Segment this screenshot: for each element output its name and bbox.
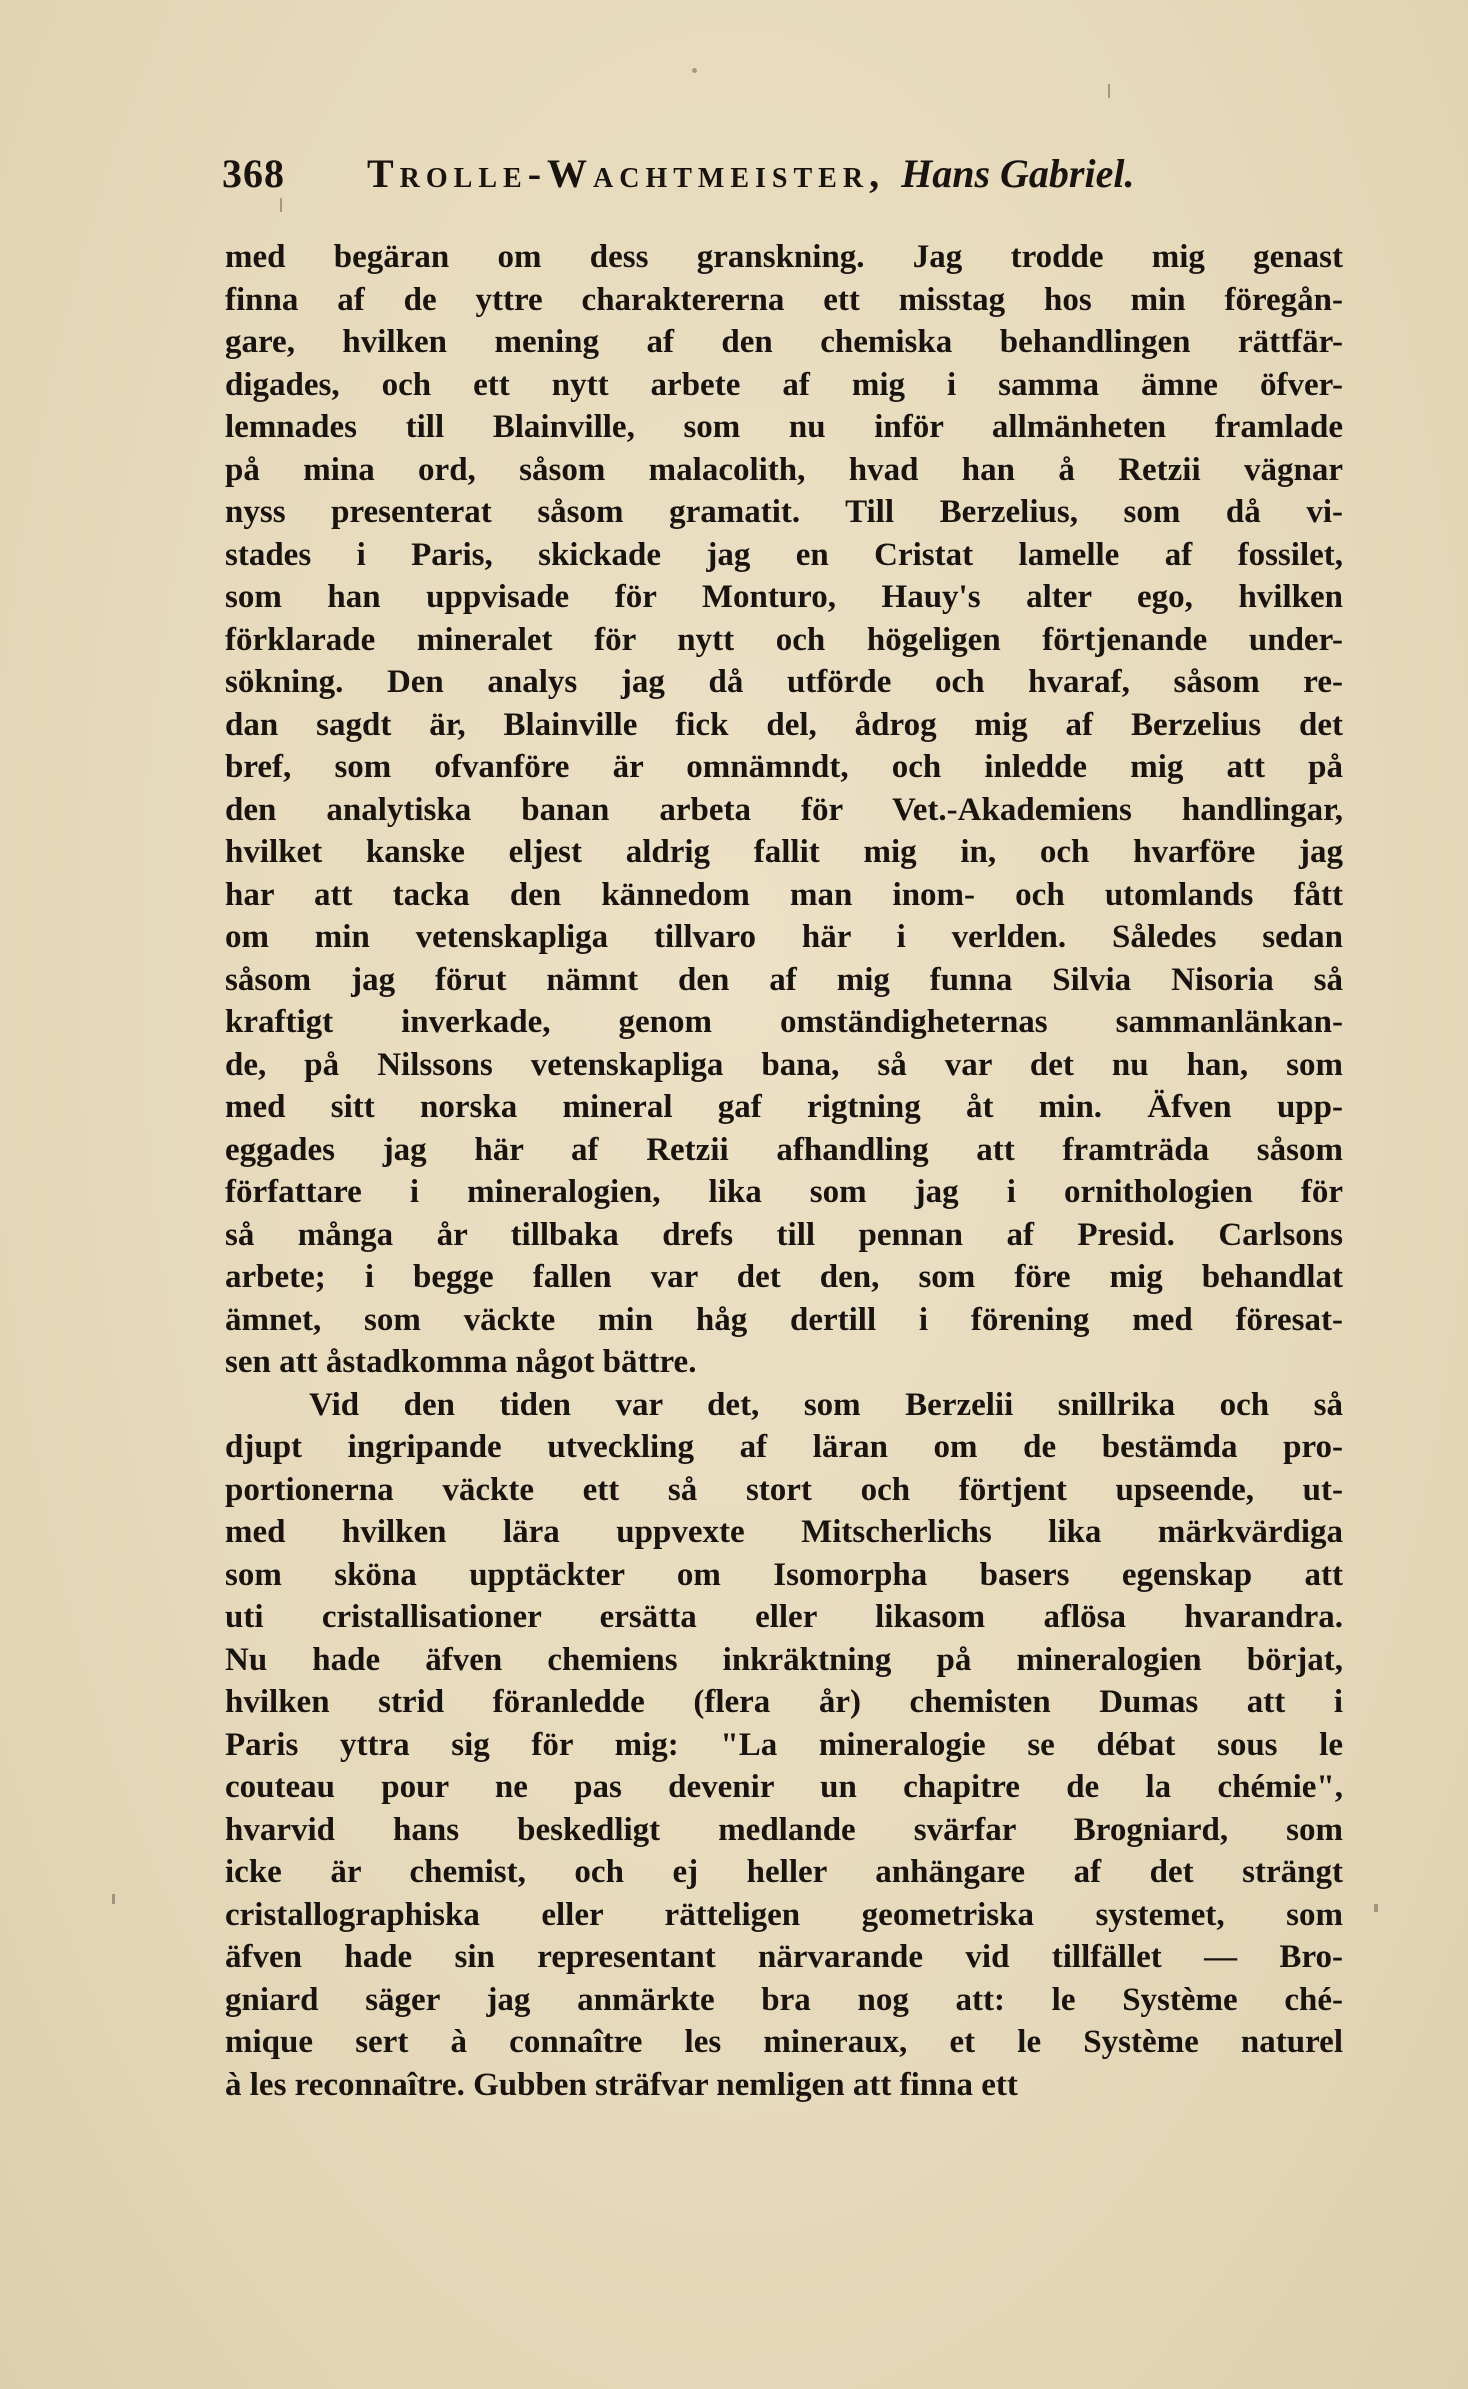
paragraph — [225, 1384, 1343, 2107]
text-line: som han uppvisade för Monturo, Hauy's alter ego, hvilken — [225, 579, 1343, 615]
text-line: digades, och ett nytt arbete af mig i samma ämne öfver- — [225, 366, 1343, 403]
text-line: nyss presenterat såsom gramatit. Till Berzelius, som då vi- — [225, 494, 1343, 530]
text-line: couteau pour ne pas devenir un chapitre de la chémie", — [225, 1769, 1343, 1805]
text-line: författare i mineralogien, lika som jag i ornithologien för — [225, 1174, 1343, 1210]
text-line: med hvilken lära uppvexte Mitscherlichs lika märkvärdiga — [225, 1514, 1343, 1550]
running-title-given-names: Hans Gabriel. — [901, 151, 1135, 196]
text-line: lemnades till Blainville, som nu inför allmänheten framlade — [225, 409, 1343, 445]
text-line: dan sagdt är, Blainville fick del, ådrog mig af Berzelius det — [225, 706, 1343, 743]
text-line: Vid den tiden var det, som Berzelii snillrika och så — [309, 1386, 1343, 1423]
text-line: hvilken strid föranledde (flera år) chemisten Dumas att i — [225, 1684, 1343, 1720]
body-text — [225, 236, 1343, 2106]
text-line: uti cristallisationer ersätta eller likasom aflösa hvarandra. — [225, 1599, 1343, 1635]
text-line: gare, hvilken mening af den chemiska behandlingen rättfär- — [225, 324, 1343, 360]
text-line: eggades jag här af Retzii afhandling att framträda såsom — [225, 1131, 1343, 1168]
text-line: icke är chemist, och ej heller anhängare af det strängt — [225, 1854, 1343, 1890]
text-line: hvilket kanske eljest aldrig fallit mig in, och hvarföre jag — [225, 834, 1343, 870]
paragraph — [225, 236, 1343, 1384]
text-line: de, på Nilssons vetenskapliga bana, så var det nu han, som — [225, 1046, 1343, 1083]
running-title-surname: Trolle-Wachtmeister, — [367, 151, 886, 196]
text-line: ämnet, som väckte min håg dertill i förening med föresat- — [225, 1301, 1343, 1338]
paper-speck — [112, 1894, 115, 1904]
text-line: med sitt norska mineral gaf rigtning åt min. Äfven upp- — [225, 1089, 1343, 1125]
text-line: bref, som ofvanföre är omnämndt, och inledde mig att på — [225, 749, 1343, 785]
page-number: 368 — [222, 151, 285, 196]
text-line: kraftigt inverkade, genom omständigheternas sammanlänkan- — [225, 1004, 1343, 1040]
text-line: så många år tillbaka drefs till pennan af Presid. Carlsons — [225, 1216, 1343, 1253]
text-line: med begäran om dess granskning. Jag trodde mig genast — [225, 239, 1343, 275]
text-line: portionerna väckte ett så stort och förtjent upseende, ut- — [225, 1471, 1343, 1508]
running-title — [367, 150, 1134, 197]
text-line: Paris yttra sig för mig: "La mineralogie se débat sous le — [225, 1726, 1343, 1763]
text-line: förklarade mineralet för nytt och högeligen förtjenande under- — [225, 621, 1343, 658]
text-line: äfven hade sin representant närvarande vid tillfället — Bro- — [225, 1939, 1343, 1975]
text-line: cristallographiska eller rätteligen geometriska systemet, som — [225, 1896, 1343, 1933]
text-line: sen att åstadkomma något bättre. — [225, 1344, 697, 1380]
text-line: den analytiska banan arbeta för Vet.-Akademiens handlingar, — [225, 791, 1343, 828]
text-line: som sköna upptäckter om Isomorpha basers egenskap att — [225, 1556, 1343, 1593]
paper-speck — [692, 68, 697, 73]
text-line: Nu hade äfven chemiens inkräktning på mineralogien börjat, — [225, 1641, 1343, 1678]
text-line: finna af de yttre charaktererna ett misstag hos min föregån- — [225, 281, 1343, 318]
text-line: hvarvid hans beskedligt medlande svärfar Brogniard, som — [225, 1811, 1343, 1848]
text-line: arbete; i begge fallen var det den, som före mig behandlat — [225, 1259, 1343, 1295]
text-line: mique sert à connaître les mineraux, et le Système naturel — [225, 2024, 1343, 2060]
running-header — [222, 150, 1332, 210]
text-line: om min vetenskapliga tillvaro här i verlden. Således sedan — [225, 919, 1343, 955]
paper-speck — [280, 198, 282, 212]
paper-speck — [1108, 84, 1110, 98]
text-line: gniard säger jag anmärkte bra nog att: le Système ché- — [225, 1981, 1343, 2018]
text-line: sökning. Den analys jag då utförde och hvaraf, såsom re- — [225, 664, 1343, 700]
paper-speck — [1374, 1904, 1378, 1912]
text-line: stades i Paris, skickade jag en Cristat lamelle af fossilet, — [225, 536, 1343, 573]
text-line: à les reconnaître. Gubben sträfvar nemligen att finna ett — [225, 2066, 1018, 2103]
text-line: har att tacka den kännedom man inom- och utomlands fått — [225, 876, 1343, 913]
text-line: djupt ingripande utveckling af läran om de bestämda pro- — [225, 1429, 1343, 1465]
text-line: på mina ord, såsom malacolith, hvad han å Retzii vägnar — [225, 451, 1343, 488]
text-line: såsom jag förut nämnt den af mig funna Silvia Nisoria så — [225, 961, 1343, 998]
